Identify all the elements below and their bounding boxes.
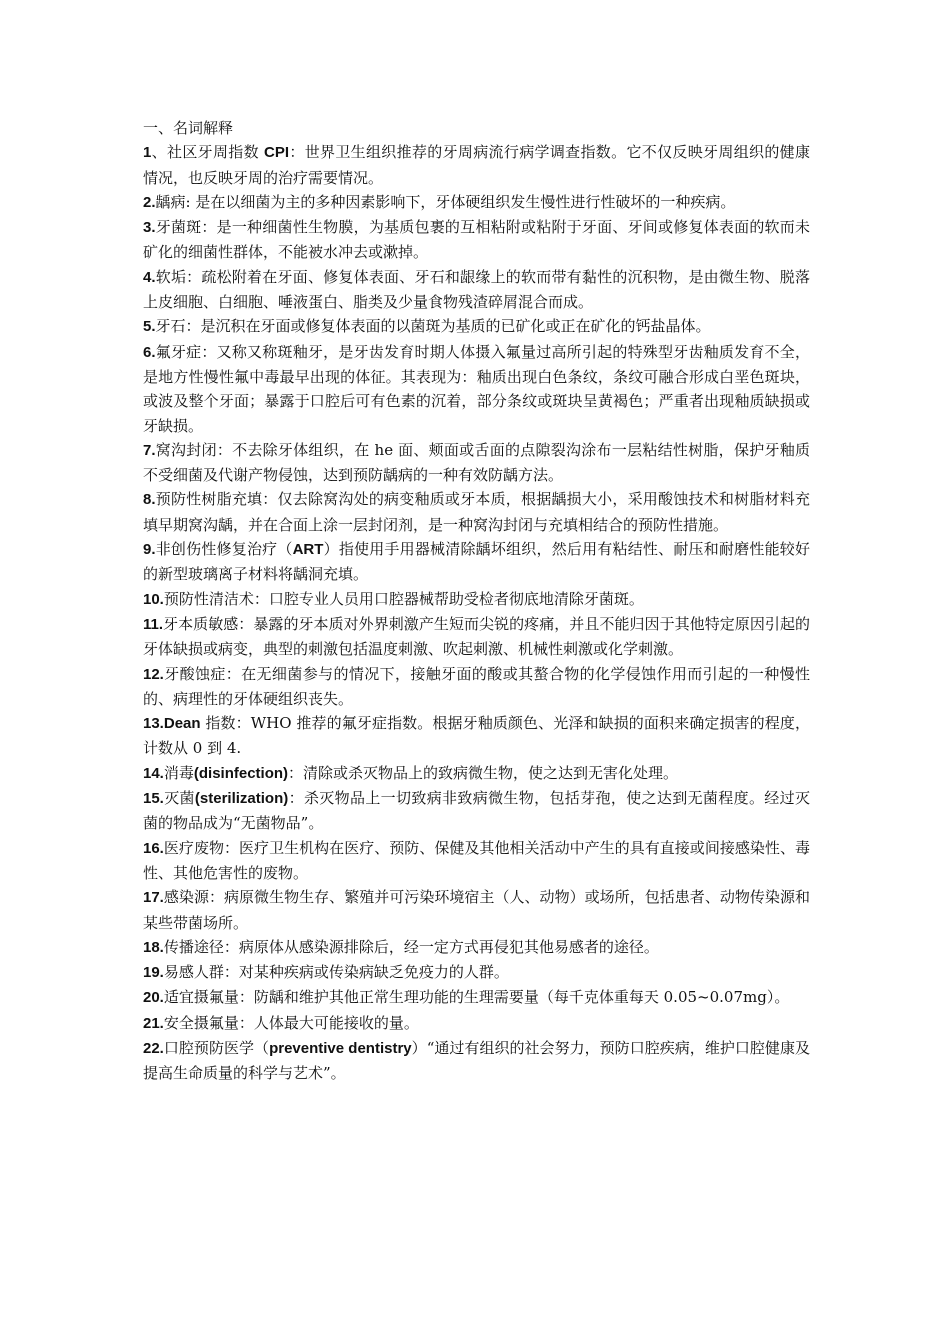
- definition-entry: [143, 761, 810, 786]
- entry-bold-term: preventive dentistry: [269, 1039, 412, 1057]
- entry-number: 10.: [143, 590, 164, 608]
- entry-number: 3.: [143, 219, 156, 237]
- entry-number: 21.: [143, 1014, 164, 1032]
- definition-list: [143, 140, 810, 1085]
- entry-bold-term: ART: [292, 541, 324, 559]
- entry-term-prefix: 灭菌: [163, 789, 195, 808]
- entry-number: 8.: [143, 491, 156, 509]
- entry-number: 18.: [143, 938, 164, 956]
- entry-number: 7.: [143, 441, 156, 459]
- definition-entry: [143, 885, 810, 935]
- definition-entry: [143, 935, 810, 960]
- entry-text: 窝沟封闭：不去除牙体组织，在 he 面、颊面或舌面的点隙裂沟涂布一层粘结性树脂，保护牙釉质不受细菌及代谢产物侵蚀，达到预防龋病的一种有效防龋方法。: [143, 440, 810, 485]
- definition-entry: [143, 662, 810, 712]
- definition-entry: [143, 537, 810, 587]
- entry-text: 感染源：病原微生物生存、繁殖并可污染环境宿主（人、动物）或场所，包括患者、动物传染源和某些带菌场所。: [143, 888, 810, 932]
- entry-text: 医疗废物：医疗卫生机构在医疗、预防、保健及其他相关活动中产生的具有直接或间接感染性、毒性、其他危害性的废物。: [143, 838, 810, 882]
- entry-bold-term: (sterilization): [194, 790, 289, 808]
- definition-entry: [143, 1036, 810, 1086]
- definition-entry: [143, 190, 810, 215]
- entry-number: 15.: [143, 790, 164, 808]
- definition-entry: [143, 836, 810, 886]
- entry-text: ：杀灭物品上一切致病非致病微生物，包括芽孢，使之达到无菌程度。经过灭菌的物品成为“无菌物品”。: [143, 789, 810, 833]
- entry-text: ：世界卫生组织推荐的牙周病流行病学调查指数。它不仅反映牙周组织的健康情况，也反映牙周的治疗需要情况。: [143, 143, 810, 187]
- entry-text: 传播途径：病原体从感染源排除后，经一定方式再侵犯其他易感者的途径。: [163, 937, 659, 956]
- definition-entry: [143, 340, 810, 438]
- entry-text: ）“通过有组织的社会努力，预防口腔疾病，维护口腔健康及提高生命质量的科学与艺术”。: [143, 1038, 810, 1083]
- entry-number: 6.: [143, 343, 156, 361]
- entry-text: 易感人群：对某种疾病或传染病缺乏免疫力的人群。: [163, 963, 509, 982]
- definition-entry: [143, 960, 810, 985]
- entry-number: 9.: [143, 541, 156, 559]
- entry-number: 5.: [143, 318, 156, 336]
- definition-entry: [143, 786, 810, 836]
- entry-text: 安全摄氟量：人体最大可能接收的量。: [163, 1013, 419, 1032]
- definition-entry: [143, 314, 810, 339]
- entry-term-prefix: 口腔预防医学（: [163, 1038, 270, 1057]
- entry-text: 牙菌斑：是一种细菌性生物膜，为基质包裹的互相粘附或粘附于牙面、牙间或修复体表面的软而未矿化的细菌性群体，不能被水冲去或漱掉。: [143, 218, 810, 262]
- entry-text: ）指使用手用器械清除龋坏组织，然后用有粘结性、耐压和耐磨性能较好的新型玻璃离子材料将龋洞充填。: [143, 540, 810, 584]
- entry-text: 适宜摄氟量：防龋和维护其他正常生理功能的生理需要量（每千克体重每天 0.05~0.07mg）。: [163, 988, 790, 1007]
- entry-number: 4.: [143, 268, 156, 286]
- entry-text: 牙本质敏感：暴露的牙本质对外界刺激产生短而尖锐的疼痛，并且不能归因于其他特定原因引起的牙体缺损或病变，典型的刺激包括温度刺激、吹起刺激、机械性刺激或化学刺激。: [143, 614, 810, 659]
- entry-term-prefix: 社区牙周指数: [167, 143, 265, 162]
- entry-text: 指数：WHO 推荐的氟牙症指数。根据牙釉质颜色、光泽和缺损的面积来确定损害的程度，计数从 0 到 4.: [143, 714, 810, 758]
- definition-entry: [143, 265, 810, 315]
- definition-entry: [143, 487, 810, 537]
- entry-number: 17.: [143, 889, 164, 907]
- entry-number: 11.: [143, 615, 164, 633]
- definition-entry: [143, 985, 810, 1010]
- entry-number: 16.: [143, 839, 164, 857]
- entry-text: 氟牙症：又称又称斑釉牙，是牙齿发育时期人体摄入氟量过高所引起的特殊型牙齿釉质发育不全，是地方性慢性氟中毒最早出现的体征。其表现为：釉质出现白色条纹，条纹可融合形成白垩色斑块，或波及整个牙面；暴露于口腔后可有色素的沉着，部分条纹或斑块呈黄褐色；严重者出现釉质缺损或牙缺损。: [143, 342, 810, 435]
- entry-bold-term: Dean: [163, 715, 201, 733]
- entry-number: 19.: [143, 964, 164, 982]
- definition-entry: [143, 140, 810, 190]
- definition-entry: [143, 711, 810, 761]
- entry-text: 牙石：是沉积在牙面或修复体表面的以菌斑为基质的已矿化或正在矿化的钙盐晶体。: [155, 317, 711, 336]
- entry-number: 22.: [143, 1039, 164, 1057]
- entry-text: 龋病: 是在以细菌为主的多种因素影响下，牙体硬组织发生慢性进行性破坏的一种疾病。: [155, 192, 736, 211]
- document-body: [143, 116, 810, 1086]
- section-title: 一、名词解释: [143, 119, 234, 137]
- entry-term-prefix: 非创伤性修复治疗（: [155, 540, 293, 559]
- entry-number: 1: [143, 144, 152, 162]
- entry-bold-term: CPI: [264, 144, 290, 162]
- entry-bold-term: (disinfection): [193, 764, 289, 782]
- entry-number: 13.: [143, 715, 164, 733]
- entry-text: 预防性清洁术：口腔专业人员用口腔器械帮助受检者彻底地清除牙菌斑。: [163, 589, 644, 608]
- definition-entry: [143, 215, 810, 265]
- entry-text: 牙酸蚀症：在无细菌参与的情况下，接触牙面的酸或其螯合物的化学侵蚀作用而引起的一种慢性的、病理性的牙体硬组织丧失。: [143, 664, 810, 708]
- entry-text: ：清除或杀灭物品上的致病微生物，使之达到无害化处理。: [288, 763, 679, 782]
- definition-entry: [143, 587, 810, 612]
- definition-entry: [143, 612, 810, 662]
- entry-number: 20.: [143, 989, 164, 1007]
- definition-entry: [143, 1011, 810, 1036]
- definition-entry: [143, 438, 810, 488]
- entry-text: 软垢：疏松附着在牙面、修复体表面、牙石和龈缘上的软而带有黏性的沉积物，是由微生物、脱落上皮细胞、白细胞、唾液蛋白、脂类及少量食物残渣碎屑混合而成。: [143, 267, 810, 312]
- entry-number: 12.: [143, 665, 164, 683]
- entry-separator: 、: [151, 143, 167, 162]
- entry-number: 14.: [143, 764, 164, 782]
- entry-text: 预防性树脂充填：仅去除窝沟处的病变釉质或牙本质，根据龋损大小，采用酸蚀技术和树脂材料充填早期窝沟龋，并在合面上涂一层封闭剂，是一种窝沟封闭与充填相结合的预防性措施。: [143, 490, 810, 534]
- entry-term-prefix: 消毒: [163, 763, 194, 782]
- entry-number: 2.: [143, 193, 156, 211]
